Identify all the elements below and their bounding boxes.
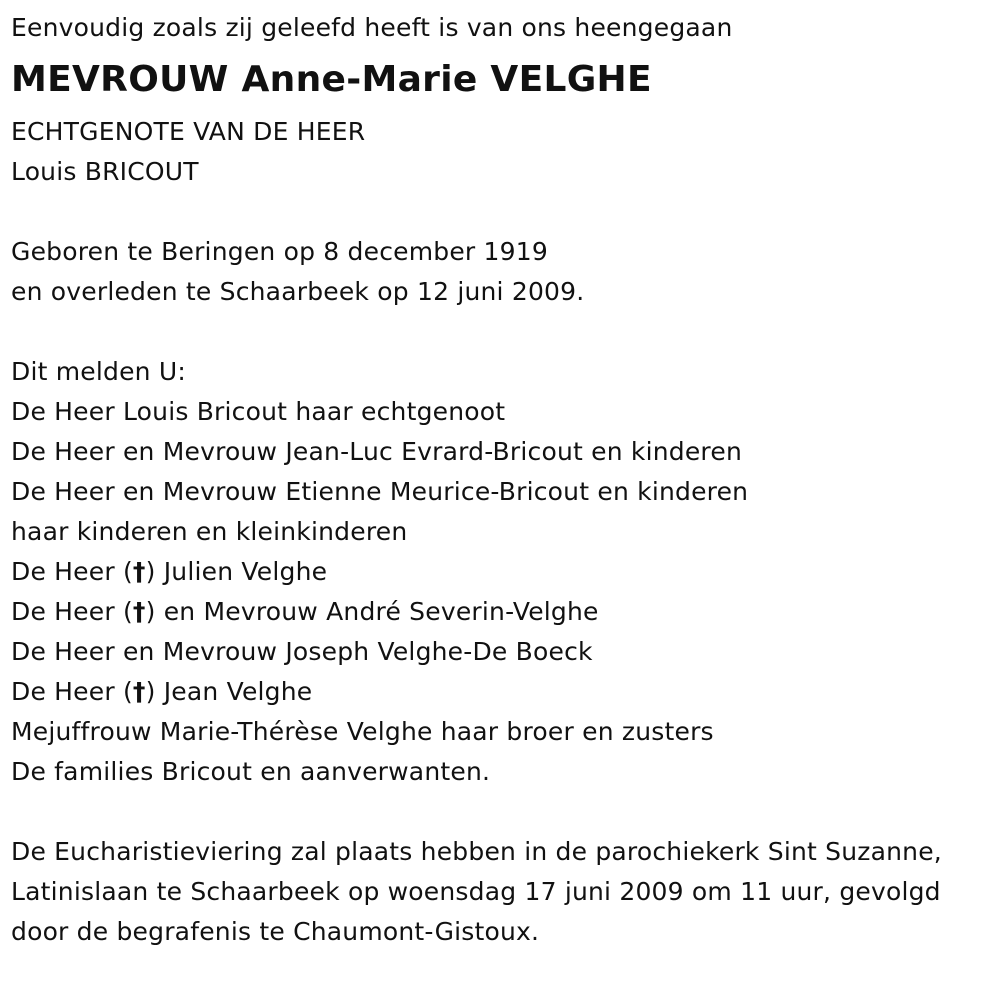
mourner-suffix: ) en Mevrouw André Severin-Velghe xyxy=(145,597,599,626)
mourner-line xyxy=(11,552,1000,592)
deceased-name: MEVROUW Anne-Marie VELGHE xyxy=(11,59,652,100)
spouse-title: ECHTGENOTE VAN DE HEER xyxy=(11,117,366,146)
spacer xyxy=(11,192,1000,232)
mourner-line: De Heer Louis Bricout haar echtgenoot xyxy=(11,397,506,426)
mourner-prefix: De Heer ( xyxy=(11,677,133,706)
mourner-line: De Heer en Mevrouw Joseph Velghe-De Boeck xyxy=(11,637,593,666)
mourner-line xyxy=(11,592,1000,632)
mourner-line xyxy=(11,672,1000,712)
spacer xyxy=(11,312,1000,352)
birth-text: Geboren te Beringen op 8 december 1919 xyxy=(11,237,548,266)
mourner-line: haar kinderen en kleinkinderen xyxy=(11,517,408,546)
spouse-name: Louis BRICOUT xyxy=(11,157,199,186)
ceremony-line: door de begrafenis te Chaumont-Gistoux. xyxy=(11,917,540,946)
cross-icon: † xyxy=(132,677,146,706)
death-text: en overleden te Schaarbeek op 12 juni 2009. xyxy=(11,277,585,306)
cross-icon: † xyxy=(132,557,146,586)
mourner-prefix: De Heer ( xyxy=(11,597,133,626)
mourner-line: Mejuffrouw Marie-Thérèse Velghe haar broer en zusters xyxy=(11,717,714,746)
cross-icon: † xyxy=(132,597,146,626)
mourner-line: De families Bricout en aanverwanten. xyxy=(11,757,491,786)
mourner-prefix: De Heer ( xyxy=(11,557,133,586)
ceremony-line: De Eucharistieviering zal plaats hebben in de parochiekerk Sint Suzanne, xyxy=(11,837,942,866)
ceremony-line: Latinislaan te Schaarbeek op woensdag 17 juni 2009 om 11 uur, gevolgd xyxy=(11,877,941,906)
mourner-suffix: ) Jean Velghe xyxy=(145,677,313,706)
mourner-suffix: ) Julien Velghe xyxy=(145,557,328,586)
mourner-line: De Heer en Mevrouw Etienne Meurice-Bricout en kinderen xyxy=(11,477,749,506)
intro-text: Eenvoudig zoals zij geleefd heeft is van ons heengegaan xyxy=(11,13,733,42)
mourner-line: De Heer en Mevrouw Jean-Luc Evrard-Bricout en kinderen xyxy=(11,437,742,466)
mourners-heading: Dit melden U: xyxy=(11,357,186,386)
spacer xyxy=(11,792,1000,832)
